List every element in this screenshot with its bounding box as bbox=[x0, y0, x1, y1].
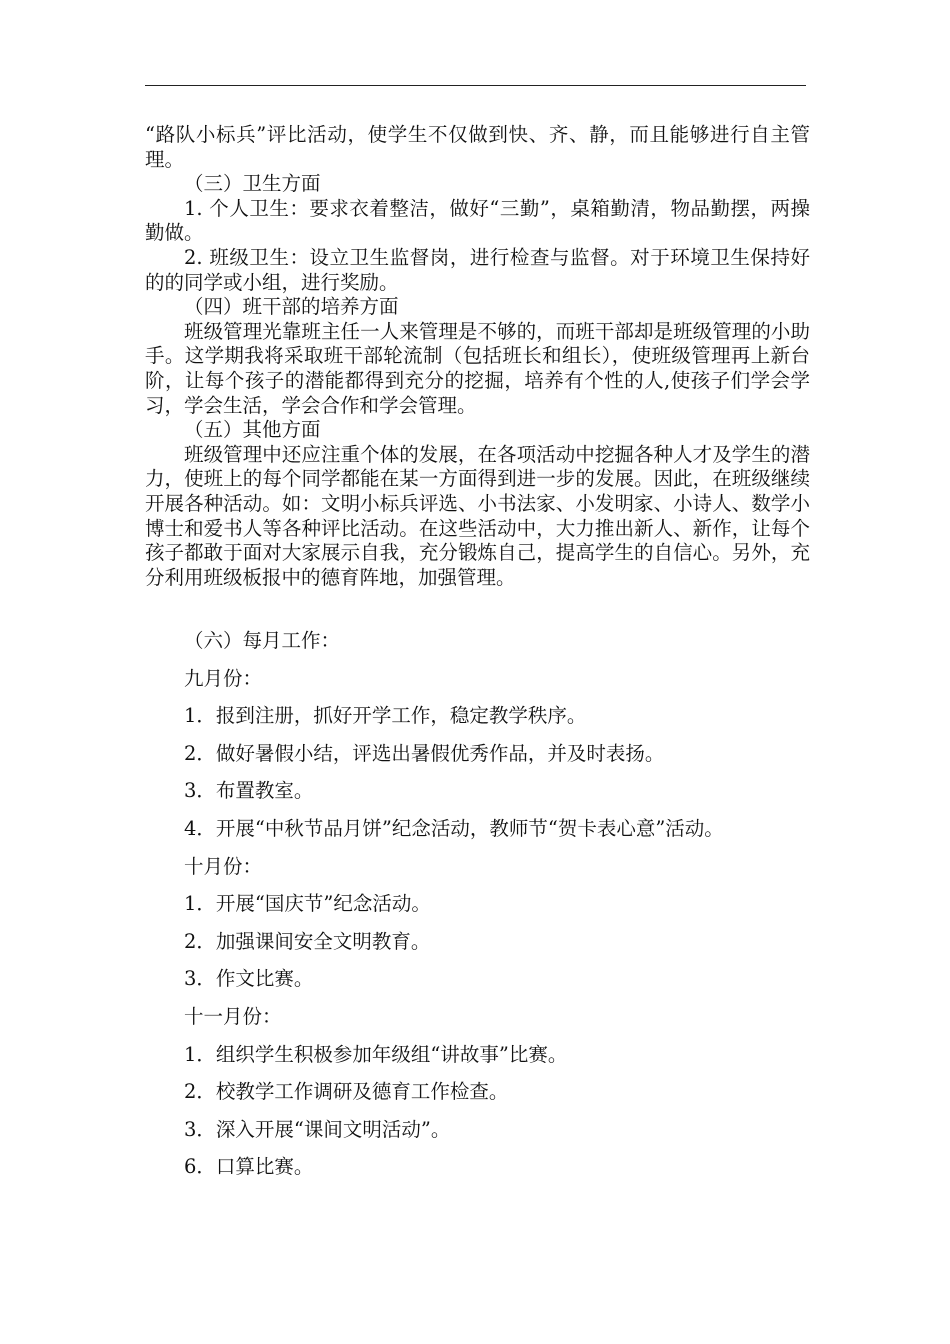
section-heading-hygiene: （三）卫生方面 bbox=[184, 172, 321, 196]
month-heading-november: 十一月份： bbox=[184, 1004, 282, 1028]
body-text bbox=[145, 123, 810, 590]
paragraph-class-cadre: 班级管理光靠班主任一人来管理是不够的，而班干部却是班级管理的小助手。这学期我将采取班干部轮流制（包括班长和组长），使班级管理再上新台阶，让每个孩子的潜能都得到充分的挖掘，培养有个性的人,使孩子们学会学习，学会生活，学会合作和学会管理。 bbox=[145, 319, 810, 417]
list-item: 2．校教学工作调研及德育工作检查。 bbox=[184, 1080, 509, 1104]
paragraph-continuation: “路队小标兵”评比活动，使学生不仅做到快、齐、静，而且能够进行自主管理。 bbox=[145, 123, 810, 171]
list-item: 3．深入开展“课间文明活动”。 bbox=[184, 1117, 451, 1141]
header-rule bbox=[145, 85, 806, 86]
month-heading-october: 十月份： bbox=[184, 854, 263, 878]
list-item: 2．做好暑假小结，评选出暑假优秀作品，并及时表扬。 bbox=[184, 741, 665, 765]
list-item: 6．口算比赛。 bbox=[184, 1155, 314, 1179]
list-item: 2．加强课间安全文明教育。 bbox=[184, 929, 431, 953]
list-item: 4．开展“中秋节品月饼”纪念活动，教师节“贺卡表心意”活动。 bbox=[184, 816, 724, 840]
list-item: 1．开展“国庆节”纪念活动。 bbox=[184, 892, 431, 916]
list-item: 3．作文比赛。 bbox=[184, 967, 314, 991]
section-heading-other: （五）其他方面 bbox=[184, 418, 321, 442]
paragraph-personal-hygiene: 1. 个人卫生：要求衣着整洁，做好“三勤”，桌箱勤清，物品勤摆，两操勤做。 bbox=[145, 196, 810, 245]
list-item: 1．报到注册，抓好开学工作，稳定教学秩序。 bbox=[184, 704, 587, 728]
list-item: 3．布置教室。 bbox=[184, 779, 314, 803]
section-heading-class-cadre: （四）班干部的培养方面 bbox=[184, 295, 399, 319]
month-heading-september: 九月份： bbox=[184, 666, 263, 690]
paragraph-other: 班级管理中还应注重个体的发展，在各项活动中挖掘各种人才及学生的潜力，使班上的每个同学都能在某一方面得到进一步的发展。因此，在班级继续开展各种活动。如：文明小标兵评选、小书法家、小发明家、小诗人、数学小博士和爱书人等各种评比活动。在这些活动中，大力推出新人、新作，让每个孩子都敢于面对大家展示自我，充分锻炼自己，提高学生的自信心。另外，充分利用班级板报中的德育阵地，加强管理。 bbox=[145, 442, 810, 589]
monthly-work-list bbox=[145, 622, 810, 1186]
list-item: 1．组织学生积极参加年级组“讲故事”比赛。 bbox=[184, 1042, 568, 1066]
section-heading-monthly: （六）每月工作： bbox=[184, 629, 341, 652]
paragraph-class-hygiene: 2. 班级卫生：设立卫生监督岗，进行检查与监督。对于环境卫生保持好的的同学或小组，进行奖励。 bbox=[145, 245, 810, 294]
